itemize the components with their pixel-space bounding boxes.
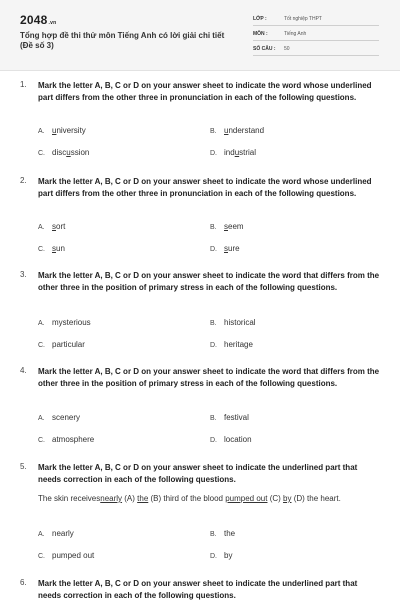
option-d[interactable]: D. location [210,435,252,444]
question-prompt: Mark the letter A, B, C or D on your answer sheet to indicate the word whose underlined part differs from the other three in pronunciation in each of the following questions. [38,81,372,102]
option-a[interactable]: A. university [38,126,86,135]
meta-subject-label: MÔN : [253,31,268,37]
option-b[interactable]: B. historical [210,318,256,327]
option-a[interactable]: A. sort [38,222,66,231]
exam-header [0,0,400,71]
meta-class-value: Tốt nghiệp THPT [284,16,322,22]
option-b[interactable]: B. understand [210,126,265,135]
option-d[interactable]: D. sure [210,244,240,253]
option-a[interactable]: A. nearly [38,529,74,538]
meta-subject-row [253,29,379,41]
option-b[interactable]: B. the [210,529,236,538]
option-b[interactable]: B. festival [210,413,249,422]
logo-text: 2048 [20,13,48,27]
question-number: 1. [20,80,27,89]
question-number: 4. [20,366,27,375]
question-prompt: Mark the letter A, B, C or D on your answer sheet to indicate the word that differs from the other three in the position of primary stress in each of the following questions. [38,271,380,292]
question-prompt: Mark the letter A, B, C or D on your answer sheet to indicate the underlined part that needs correction in each of the following questions. [38,463,358,484]
meta-class-label: LỚP : [253,16,267,22]
question-number: 5. [20,462,27,471]
option-c[interactable]: C. particular [38,340,85,349]
question-prompt: Mark the letter A, B, C or D on your answer sheet to indicate the word whose underlined part differs from the other three in pronunciation in each of the following questions. [38,177,372,198]
meta-subject-value: Tiếng Anh [284,31,307,37]
option-a[interactable]: A. scenery [38,413,81,422]
option-c[interactable]: C. discussion [38,148,90,157]
document-title: Tổng hợp đề thi thử môn Tiếng Anh có lời giải chi tiết (Đề số 3) [20,31,225,50]
option-c[interactable]: C. sun [38,244,65,253]
logo-domain: .vn [48,20,57,26]
meta-class-row [253,14,379,26]
question-number: 3. [20,270,27,279]
option-b[interactable]: B. seem [210,222,244,231]
question-passage: The skin receivesnearly (A) the (B) third of the blood pumped out (C) by (D) the heart. [38,494,341,503]
meta-count-value: 50 [284,46,290,52]
question-number: 2. [20,176,27,185]
option-d[interactable]: D. industrial [210,148,257,157]
question-prompt: Mark the letter A, B, C or D on your answer sheet to indicate the underlined part that needs correction in each of the following questions. [38,579,358,600]
meta-count-row [253,44,379,56]
question-prompt: Mark the letter A, B, C or D on your answer sheet to indicate the word that differs from the other three in the position of primary stress in each of the following questions. [38,367,380,388]
option-c[interactable]: C. atmosphere [38,435,95,444]
question-number: 6. [20,578,27,587]
option-d[interactable]: D. by [210,551,233,560]
site-logo[interactable] [20,13,56,27]
option-d[interactable]: D. heritage [210,340,253,349]
meta-count-label: SỐ CÂU : [253,46,276,52]
option-a[interactable]: A. mysterious [38,318,91,327]
option-c[interactable]: C. pumped out [38,551,95,560]
